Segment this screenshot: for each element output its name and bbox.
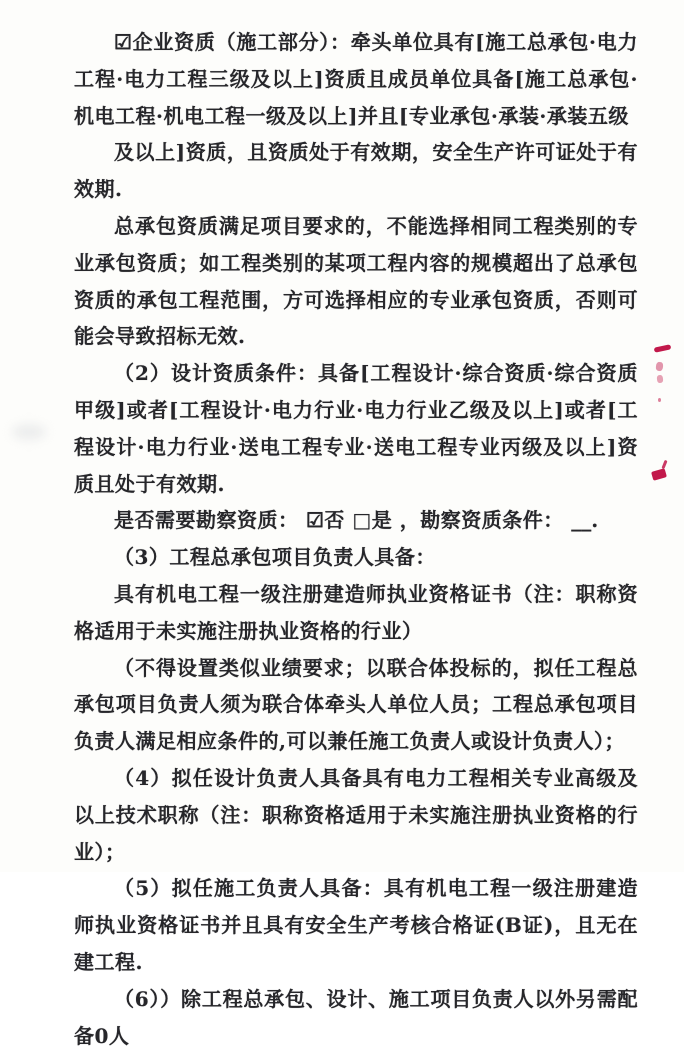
paragraph-qualification-validity: 及以上]资质，且资质处于有效期，安全生产许可证处于有效期. — [74, 140, 638, 202]
paragraph-design-leader-requirement: （4）拟任设计负责人具备具有电力工程相关专业高级及以上技术职称（注：职称资格适用于未实施注册执业资格的行业）； — [74, 765, 638, 864]
paragraph-epc-leader-heading: （3）工程总承包项目负责人具备： — [114, 545, 436, 570]
paragraph-consortium-note: （不得设置类似业绩要求；以联合体投标的，拟任工程总承包项目负责人须为联合体牵头人单位人员；工程总承包项目负责人满足相应条件的,可以兼任施工负责人或设计负责人）； — [74, 655, 638, 754]
survey-question-label: 是否需要勘察资质： — [114, 508, 306, 533]
paragraph-text: 企业资质（施工部分）：牵头单位具有[施工总承包·电力工程·电力工程三级及以上]资质且成员单位具备[施工总承包·机电工程·机电工程一级及以上]并且[专业承包·承装·承装五级 — [74, 30, 638, 128]
red-annotation-scribble — [655, 362, 663, 372]
survey-no-label: 否 — [324, 508, 353, 533]
red-annotation-dot — [658, 398, 661, 402]
checked-checkbox-icon: ☑ — [114, 30, 133, 54]
red-annotation-dash — [654, 344, 672, 352]
paragraph-additional-staff: （6））除工程总承包、设计、施工项目负责人以外另需配备0人 — [74, 986, 638, 1048]
survey-period: . — [591, 508, 599, 533]
scan-smudge — [12, 424, 46, 440]
checked-checkbox-icon: ☑ — [305, 508, 325, 533]
blank-underline: __ — [571, 508, 592, 533]
paragraph-survey-qualification — [74, 502, 638, 539]
unchecked-checkbox-icon: □ — [352, 508, 372, 533]
paragraph-enterprise-qualification — [74, 24, 638, 134]
paragraph-general-contracting-note: 总承包资质满足项目要求的，不能选择相同工程类别的专业承包资质；如工程类别的某项工程内容的规模超出了总承包资质的承包工程范围，方可选择相应的专业承包资质，否则可能会导致招标无效. — [74, 213, 638, 349]
red-annotation-scribble — [657, 375, 664, 384]
survey-yes-label: 是 ，勘察资质条件： — [371, 508, 572, 533]
paragraph-construction-leader-requirement: （5）拟任施工负责人具备：具有机电工程一级注册建造师执业资格证书并且具有安全生产考核合格证(B证)，且无在建工程. — [74, 876, 638, 974]
document-body — [74, 24, 638, 1054]
paragraph-epc-leader-requirement: 具有机电工程一级注册建造师执业资格证书（注：职称资格适用于未实施注册执业资格的行业） — [74, 581, 638, 643]
red-annotation-tick — [651, 468, 667, 481]
paragraph-design-qualification: （2）设计资质条件：具备[工程设计·综合资质·综合资质甲级]或者[工程设计·电力行业·电力行业乙级及以上]或者[工程设计·电力行业·送电工程专业·送电工程专业丙级及以上]资质且处于有效期. — [74, 361, 638, 496]
